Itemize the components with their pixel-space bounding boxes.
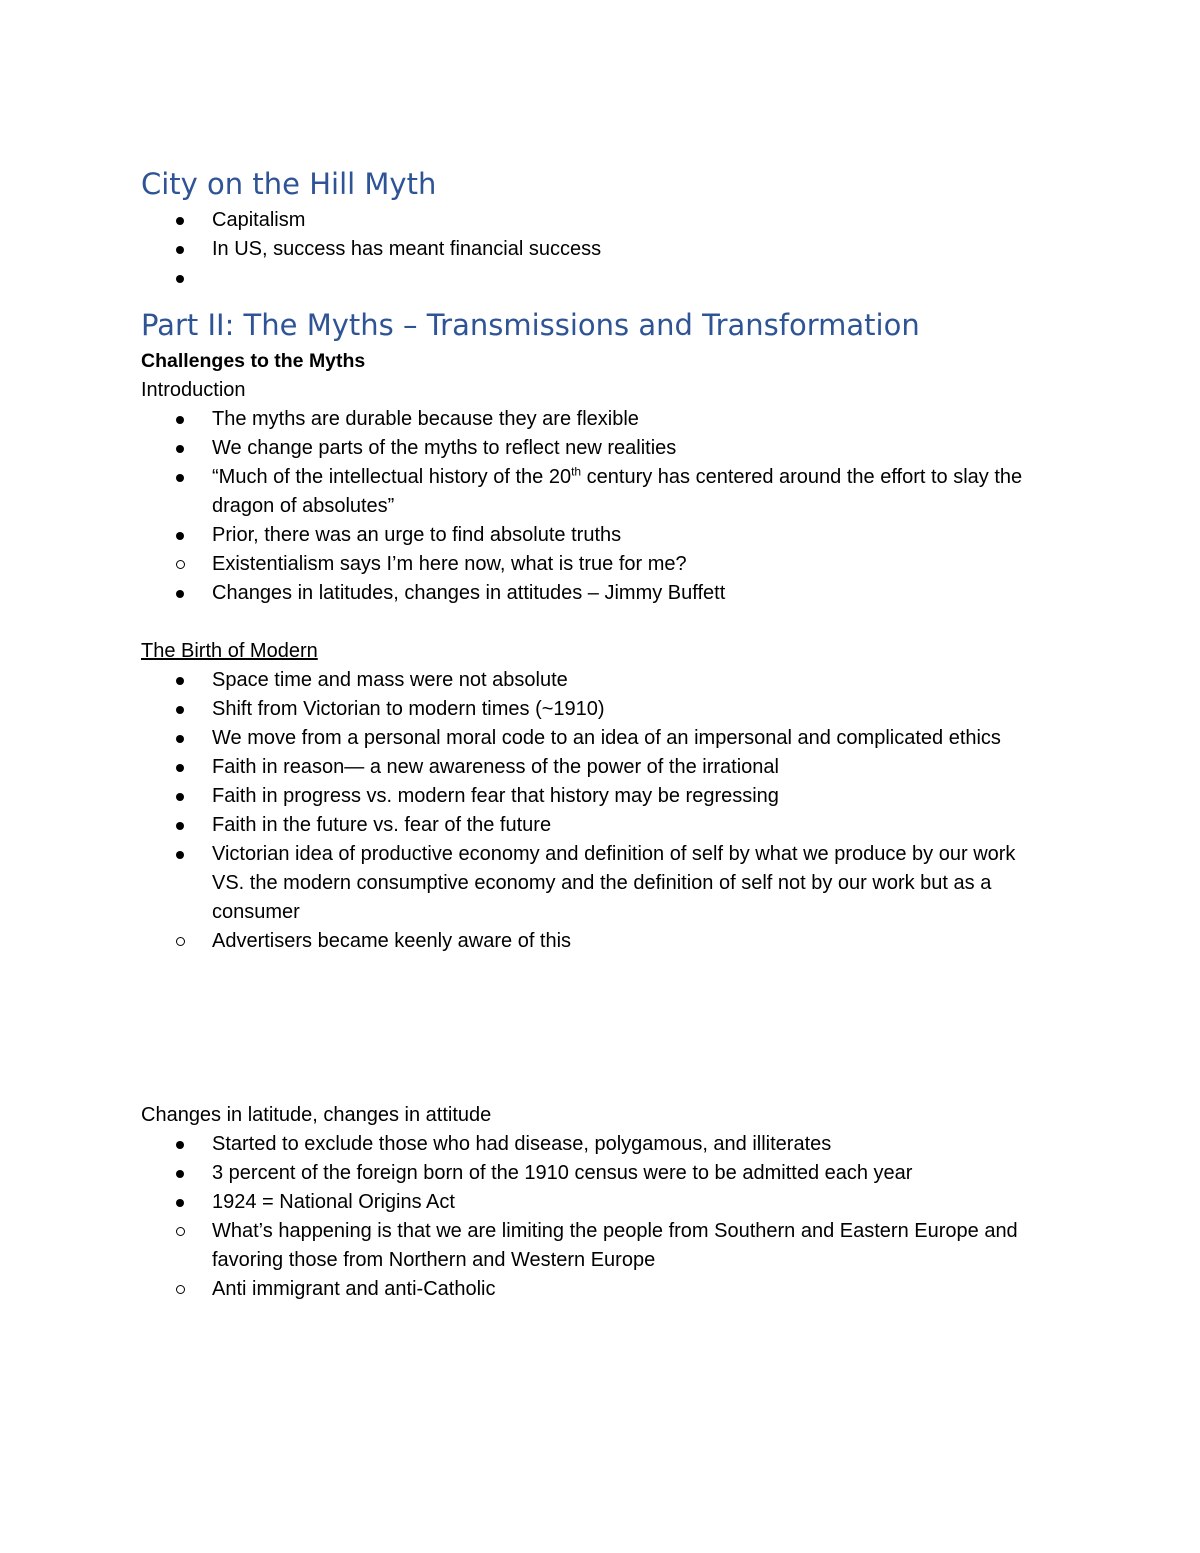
sub-list-item-text: Anti immigrant and anti-Catholic: [212, 1278, 496, 1300]
bullet-icon: [176, 532, 184, 540]
list-item-text: 3 percent of the foreign born of the 1910 census were to be admitted each year: [212, 1162, 913, 1184]
list-item: [141, 695, 1051, 724]
list-item: [141, 840, 1051, 927]
introduction-sub-list: [141, 550, 1051, 579]
sub-list-item-text: What’s happening is that we are limiting the people from Southern and Eastern Europe and favoring those from Northern and Western Europe: [212, 1220, 1018, 1271]
bullet-icon: [176, 246, 184, 254]
heading-part-two: Part II: The Myths – Transmissions and Transformation: [141, 308, 920, 342]
list-item: [141, 782, 1051, 811]
circle-bullet-icon: [176, 1227, 185, 1236]
list-item-text: Faith in reason— a new awareness of the power of the irrational: [212, 756, 779, 778]
sub-list-item: [141, 1275, 1051, 1304]
list-item: [141, 463, 1051, 521]
list-item: [141, 405, 1051, 434]
list-item: [141, 235, 1051, 264]
subheading-challenges: Challenges to the Myths: [141, 350, 366, 372]
list-item-text: Capitalism: [212, 209, 306, 231]
list-item-text: Started to exclude those who had disease, polygamous, and illiterates: [212, 1133, 832, 1155]
list-item-text: Faith in progress vs. modern fear that history may be regressing: [212, 785, 779, 807]
list-item-text: We move from a personal moral code to an idea of an impersonal and complicated ethics: [212, 727, 1001, 749]
birth-of-modern-bullet-list: [141, 666, 1051, 927]
circle-bullet-icon: [176, 560, 185, 569]
list-item-text: Shift from Victorian to modern times (~1910): [212, 698, 605, 720]
bullet-icon: [176, 822, 184, 830]
sub-list-item-text: Existentialism says I’m here now, what is true for me?: [212, 553, 687, 575]
heading-birth-of-modern: The Birth of Modern: [141, 640, 318, 662]
list-item: [141, 579, 1051, 608]
bullet-icon: [176, 706, 184, 714]
sub-list-item: [141, 1217, 1051, 1275]
list-item-text: The myths are durable because they are flexible: [212, 408, 639, 430]
list-item-text: Prior, there was an urge to find absolute truths: [212, 524, 622, 546]
sub-list-item: [141, 927, 1051, 956]
bullet-icon: [176, 1199, 184, 1207]
bullet-icon: [176, 474, 184, 482]
latitude-sub-list: [141, 1217, 1051, 1304]
city-bullet-list: [141, 206, 1051, 293]
bullet-icon: [176, 735, 184, 743]
birth-of-modern-sub-list: [141, 927, 1051, 956]
bullet-icon: [176, 793, 184, 801]
introduction-label: Introduction: [141, 379, 246, 401]
bullet-icon: [176, 590, 184, 598]
circle-bullet-icon: [176, 937, 185, 946]
quote-text-end: century has centered around the effort to slay the dragon of absolutes”: [212, 466, 1023, 517]
bullet-icon: [176, 416, 184, 424]
bullet-icon: [176, 1170, 184, 1178]
list-item-text: We change parts of the myths to reflect new realities: [212, 437, 677, 459]
bullet-icon: [176, 275, 184, 283]
list-item: [141, 206, 1051, 235]
introduction-bullet-list: [141, 405, 1051, 550]
sub-list-item: [141, 550, 1051, 579]
sub-list-item-text: Advertisers became keenly aware of this: [212, 930, 572, 952]
list-item-text: In US, success has meant financial success: [212, 238, 602, 260]
heading-city-on-the-hill: City on the Hill Myth: [141, 167, 437, 201]
list-item: [141, 666, 1051, 695]
list-item: [141, 724, 1051, 753]
bullet-icon: [176, 217, 184, 225]
bullet-icon: [176, 677, 184, 685]
bullet-icon: [176, 1141, 184, 1149]
list-item-text: Space time and mass were not absolute: [212, 669, 568, 691]
list-item-text: Victorian idea of productive economy and definition of self by what we produce by our work VS. the modern consumptive economy and the definition of self not by our work but as a consumer: [212, 843, 1016, 923]
list-item: [141, 521, 1051, 550]
list-item: [141, 434, 1051, 463]
heading-changes-in-latitude: Changes in latitude, changes in attitude: [141, 1104, 492, 1126]
list-item: [141, 1159, 1051, 1188]
list-item: [141, 753, 1051, 782]
list-item: [141, 264, 1051, 293]
superscript-th: th: [571, 464, 582, 479]
list-item-text: Changes in latitudes, changes in attitudes – Jimmy Buffett: [212, 582, 726, 604]
list-item: [141, 1188, 1051, 1217]
introduction-bullet-list-cont: [141, 579, 1051, 608]
document-page: [141, 160, 1051, 1304]
bullet-icon: [176, 764, 184, 772]
list-item: [141, 1130, 1051, 1159]
bullet-icon: [176, 851, 184, 859]
list-item: [141, 811, 1051, 840]
list-item-text: Faith in the future vs. fear of the future: [212, 814, 552, 836]
latitude-bullet-list: [141, 1130, 1051, 1217]
list-item-text: 1924 = National Origins Act: [212, 1191, 455, 1213]
bullet-icon: [176, 445, 184, 453]
circle-bullet-icon: [176, 1285, 185, 1294]
quote-text-start: “Much of the intellectual history of the 20: [212, 466, 572, 488]
